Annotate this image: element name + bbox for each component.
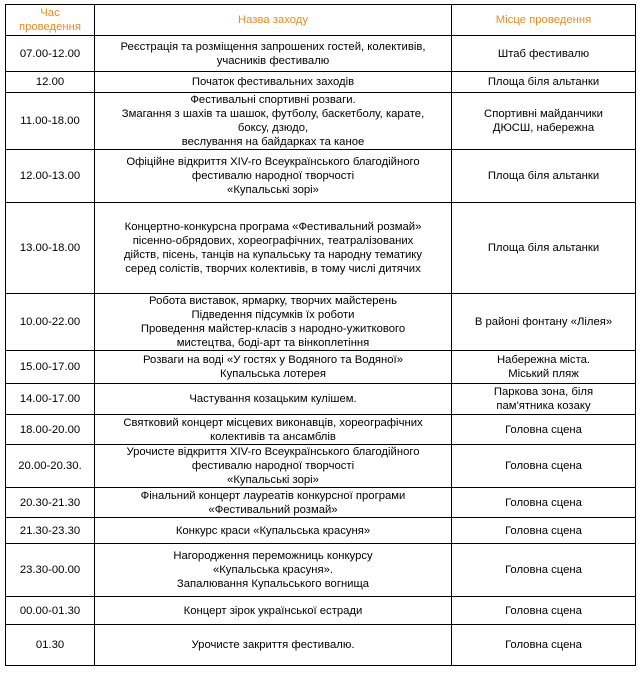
cell-time: 07.00-12.00 xyxy=(6,36,95,72)
event-line: Офіційне відкриття XIV-го Всеукраїнського благодійного xyxy=(126,156,420,168)
cell-time: 12.00-13.00 xyxy=(6,150,95,203)
event-line: «Купальські зорі» xyxy=(227,184,319,196)
event-line: «Купальські зорі» xyxy=(227,474,319,486)
cell-event xyxy=(95,351,452,384)
event-line: дійств, пісень, танців на купальську та народну тематику xyxy=(123,249,423,261)
event-line: Фінальний концерт лауреатів конкурсної програми xyxy=(140,489,406,502)
table-row xyxy=(6,93,636,150)
cell-time: 11.00-18.00 xyxy=(6,93,95,150)
cell-event xyxy=(95,625,452,666)
event-line: Частування козацьким кулішем. xyxy=(189,393,357,405)
table-row xyxy=(6,384,636,415)
cell-time: 14.00-17.00 xyxy=(6,384,95,415)
place-line: Набережна міста. xyxy=(496,354,591,366)
event-line: Проведення майстер-класів з народно-ужиткового xyxy=(140,323,406,335)
cell-place xyxy=(452,294,636,351)
place-line: Головна сцена xyxy=(505,564,582,576)
event-line: боксу, дзюдо, xyxy=(237,122,309,134)
table-row xyxy=(6,351,636,384)
header-time-line: проведення xyxy=(18,21,82,33)
cell-event xyxy=(95,488,452,518)
place-line: Площа біля альтанки xyxy=(487,76,600,88)
cell-event xyxy=(95,544,452,597)
cell-time: 23.30-00.00 xyxy=(6,544,95,597)
place-line: Площа біля альтанки xyxy=(487,242,600,254)
table-row xyxy=(6,488,636,518)
place-line: В районі фонтану «Лілея» xyxy=(474,316,613,328)
place-line: Головна сцена xyxy=(505,423,582,436)
cell-place xyxy=(452,625,636,666)
cell-time: 18.00-20.00 xyxy=(6,415,95,445)
cell-event xyxy=(95,415,452,445)
place-line: Головна сцена xyxy=(505,460,582,472)
place-line: Паркова зона, біля xyxy=(493,386,594,398)
event-line: Робота виставок, ярмарку, творчих майстерень xyxy=(149,295,397,307)
table-row xyxy=(6,294,636,351)
event-line: Урочисте закриття фестивалю. xyxy=(191,639,355,651)
cell-event xyxy=(95,150,452,203)
cell-event xyxy=(95,597,452,625)
cell-place xyxy=(452,488,636,518)
header-row xyxy=(6,5,636,36)
header-time-line: Час xyxy=(40,7,60,19)
event-line: колективів та ансамблів xyxy=(210,430,336,443)
table-row xyxy=(6,72,636,93)
cell-place xyxy=(452,93,636,150)
cell-event xyxy=(95,384,452,415)
table-row xyxy=(6,625,636,666)
cell-place xyxy=(452,384,636,415)
table-row xyxy=(6,203,636,294)
cell-place xyxy=(452,518,636,544)
event-line: мистецтва, боді-арт та вінкоплетіння xyxy=(176,337,370,349)
header-event: Назва заходу xyxy=(95,5,452,36)
event-line: Змагання з шахів та шашок, футболу, баскетболу, карате, xyxy=(121,108,425,120)
event-line: Нагородження переможниць конкурсу xyxy=(173,550,373,562)
cell-time: 12.00 xyxy=(6,72,95,93)
event-line: Підведення підсумків їх роботи xyxy=(191,309,355,321)
event-line: Фестивальні спортивні розваги. xyxy=(190,94,356,106)
event-line: фестивалю народної творчості xyxy=(191,170,355,182)
header-place: Місце проведення xyxy=(452,5,636,36)
cell-time: 20.30-21.30 xyxy=(6,488,95,518)
cell-place xyxy=(452,203,636,294)
cell-time: 10.00-22.00 xyxy=(6,294,95,351)
event-line: Запалювання Купальського вогнища xyxy=(176,578,370,590)
table-row xyxy=(6,36,636,72)
table-row xyxy=(6,445,636,488)
cell-time: 01.30 xyxy=(6,625,95,666)
place-line: Головна сцена xyxy=(505,604,582,617)
event-line: Концертно-конкурсна програма «Фестивальний розмай» xyxy=(124,221,422,233)
header-time xyxy=(6,5,95,36)
cell-place xyxy=(452,36,636,72)
event-line: Купальська лотерея xyxy=(219,368,327,380)
place-line: пам'ятника козаку xyxy=(496,400,591,412)
cell-time: 15.00-17.00 xyxy=(6,351,95,384)
place-line: Головна сцена xyxy=(505,496,582,509)
event-line: «Купальська красуня». xyxy=(212,564,334,576)
cell-place xyxy=(452,544,636,597)
cell-event xyxy=(95,203,452,294)
event-line: Конкурс краси «Купальська красуня» xyxy=(175,524,371,537)
place-line: Головна сцена xyxy=(505,524,582,537)
event-line: Реєстрація та розміщення запрошених гостей, колективів, xyxy=(120,40,426,53)
event-line: Святковий концерт місцевих виконавців, хореографічних xyxy=(123,416,423,429)
cell-place xyxy=(452,72,636,93)
event-line: «Фестивальний розмай» xyxy=(208,503,338,516)
event-line: серед солістів, творчих колективів, в тому числі дитячих xyxy=(125,263,421,275)
cell-event xyxy=(95,72,452,93)
event-line: Розваги на воді «У гостях у Водяного та Водяної» xyxy=(143,354,403,366)
event-line: веслування на байдарках та каное xyxy=(181,136,365,148)
place-line: ДЮСШ, набережна xyxy=(492,122,595,134)
cell-event xyxy=(95,36,452,72)
cell-place xyxy=(452,351,636,384)
cell-time: 20.00-20.30. xyxy=(6,445,95,488)
cell-event xyxy=(95,294,452,351)
cell-time: 00.00-01.30 xyxy=(6,597,95,625)
cell-place xyxy=(452,150,636,203)
cell-event xyxy=(95,93,452,150)
festival-schedule-table xyxy=(5,4,636,666)
event-line: учасників фестивалю xyxy=(216,54,330,67)
table-row xyxy=(6,544,636,597)
cell-event xyxy=(95,518,452,544)
event-line: Початок фестивальних заходів xyxy=(191,76,355,88)
event-line: Концерт зірок української естради xyxy=(183,604,363,617)
event-line: фестивалю народної творчості xyxy=(191,460,355,472)
schedule-body xyxy=(6,36,636,666)
place-line: Спортивні майданчики xyxy=(484,108,603,120)
cell-place xyxy=(452,445,636,488)
event-line: Урочисте відкриття XIV-го Всеукраїнського благодійного xyxy=(126,446,420,458)
table-row xyxy=(6,597,636,625)
table-row xyxy=(6,415,636,445)
table-row xyxy=(6,518,636,544)
place-line: Головна сцена xyxy=(505,639,582,651)
place-line: Площа біля альтанки xyxy=(487,170,600,182)
cell-time: 13.00-18.00 xyxy=(6,203,95,294)
cell-place xyxy=(452,415,636,445)
event-line: пісенно-обрядових, хореографічних, театралізованих xyxy=(132,235,414,247)
cell-time: 21.30-23.30 xyxy=(6,518,95,544)
table-row xyxy=(6,150,636,203)
place-line: Міський пляж xyxy=(508,368,579,380)
cell-event xyxy=(95,445,452,488)
place-line: Штаб фестивалю xyxy=(497,47,590,60)
cell-place xyxy=(452,597,636,625)
